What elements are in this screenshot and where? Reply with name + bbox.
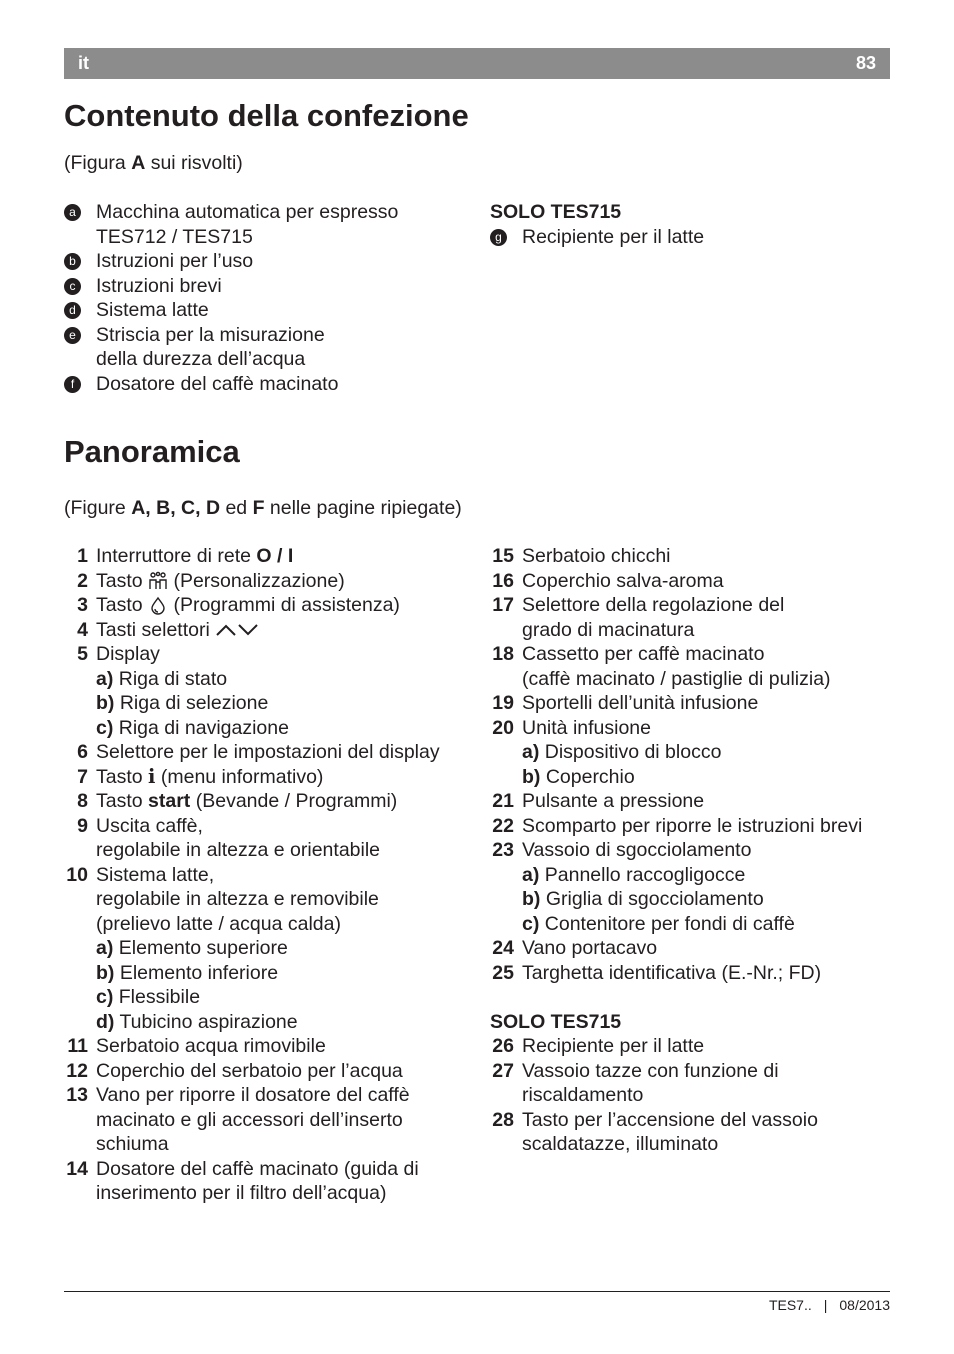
item-marker: c: [64, 278, 81, 295]
list-item: 18 Cassetto per caffè macinato (caffè macinato / pastiglie di pulizia): [492, 643, 831, 690]
section-title-contents: Contenuto della confezione: [64, 98, 469, 133]
list-item: 3 Tasto (Programmi di assistenza): [77, 594, 400, 616]
footer-divider: [64, 1291, 890, 1292]
list-item: 12 Coperchio del serbatoio per l’acqua: [66, 1059, 403, 1082]
list-item: 5 Display a) Riga di stato b) Riga di selezione c) Riga di navigazione: [77, 643, 289, 739]
page-number: 83: [855, 53, 876, 73]
spacer: [490, 985, 890, 1010]
list-item: e Striscia per la misurazione della durezza dell’acqua: [64, 323, 484, 372]
list-item: 6 Selettore per le impostazioni del display: [77, 741, 440, 763]
service-programs-icon: [148, 596, 168, 616]
list-item: 17 Selettore della regolazione del grado di macinatura: [492, 594, 785, 641]
list-item: 26 Recipiente per il latte: [492, 1035, 705, 1057]
list-item: g Recipiente per il latte: [490, 225, 890, 250]
list-item: 10 Sistema latte, regolabile in altezza e removibile (prelievo latte / acqua calda) a) Elemento superiore b) Elemento inferiore c) Flessibile d) Tubicino aspirazione: [66, 863, 379, 1033]
list-item: 21 Pulsante a pressione: [492, 790, 705, 812]
arrow-down-icon: [237, 623, 259, 637]
item-marker: b: [64, 253, 81, 270]
list-item: f Dosatore del caffè macinato: [64, 372, 484, 397]
list-item: 9 Uscita caffè, regolabile in altezza e orientabile: [77, 814, 381, 861]
list-item: 13 Vano per riporre il dosatore del caffè macinato e gli accessori dell’inserto schiuma: [66, 1084, 410, 1155]
contents-list-tes715: [490, 200, 890, 249]
list-item: 2 Tasto (Personalizzazione): [77, 569, 345, 592]
list-item: 16 Coperchio salva-aroma: [492, 569, 724, 592]
page-header-bar: [64, 48, 890, 79]
section-intro-contents: (Figura A sui risvolti): [64, 152, 243, 174]
list-item: 20 Unità infusione a) Dispositivo di blocco b) Coperchio: [492, 716, 722, 788]
arrow-up-icon: [215, 623, 237, 637]
list-item: 15 Serbatoio chicchi: [492, 545, 671, 567]
section-title-overview: Panoramica: [64, 434, 240, 469]
list-item: 24 Vano portacavo: [492, 937, 658, 959]
item-marker: f: [64, 376, 81, 393]
list-item: 28 Tasto per l’accensione del vassoio scaldatazze, illuminato: [492, 1108, 818, 1155]
list-item: 23 Vassoio di sgocciolamento a) Pannello raccogligocce b) Griglia di sgocciolamento c) Contenitore per fondi di caffè: [492, 839, 795, 935]
section-intro-overview: (Figure A, B, C, D ed F nelle pagine ripiegate): [64, 497, 462, 519]
model-heading: SOLO TES715: [490, 201, 622, 223]
contents-list: [64, 200, 484, 396]
list-item: a Macchina automatica per espresso TES712 / TES715: [64, 200, 484, 249]
page-footer: TES7.. | 08/2013: [768, 1297, 890, 1313]
list-item: 19 Sportelli dell’unità infusione: [492, 692, 759, 714]
model-heading: SOLO TES715: [490, 1010, 622, 1033]
list-item: 1 Interruttore di rete O / I: [77, 545, 294, 567]
list-item: c Istruzioni brevi: [64, 274, 484, 299]
list-item: 22 Scomparto per riporre le istruzioni brevi: [492, 814, 863, 837]
overview-list-left: [64, 544, 484, 1206]
list-item: 27 Vassoio tazze con funzione di riscaldamento: [492, 1059, 779, 1106]
list-item: 7 Tasto i (menu informativo): [77, 764, 324, 788]
list-item: 11 Serbatoio acqua rimovibile: [67, 1035, 326, 1057]
list-item: 25 Targhetta identificativa (E.-Nr.; FD): [492, 961, 822, 984]
overview-list-right: [490, 544, 890, 1157]
info-icon: i: [148, 764, 156, 788]
list-item: b Istruzioni per l’uso: [64, 249, 484, 274]
item-marker: g: [490, 229, 507, 246]
list-item: 14 Dosatore del caffè macinato (guida di inserimento per il filtro dell’acqua): [66, 1157, 419, 1204]
personalization-icon: [148, 571, 168, 591]
item-marker: a: [64, 204, 81, 221]
item-marker: e: [64, 327, 81, 344]
list-item: d Sistema latte: [64, 298, 484, 323]
list-item: 4 Tasti selettori: [64, 618, 484, 643]
language-tag: it: [78, 53, 89, 73]
item-marker: d: [64, 302, 81, 319]
list-item: 8 Tasto start (Bevande / Programmi): [77, 790, 398, 812]
